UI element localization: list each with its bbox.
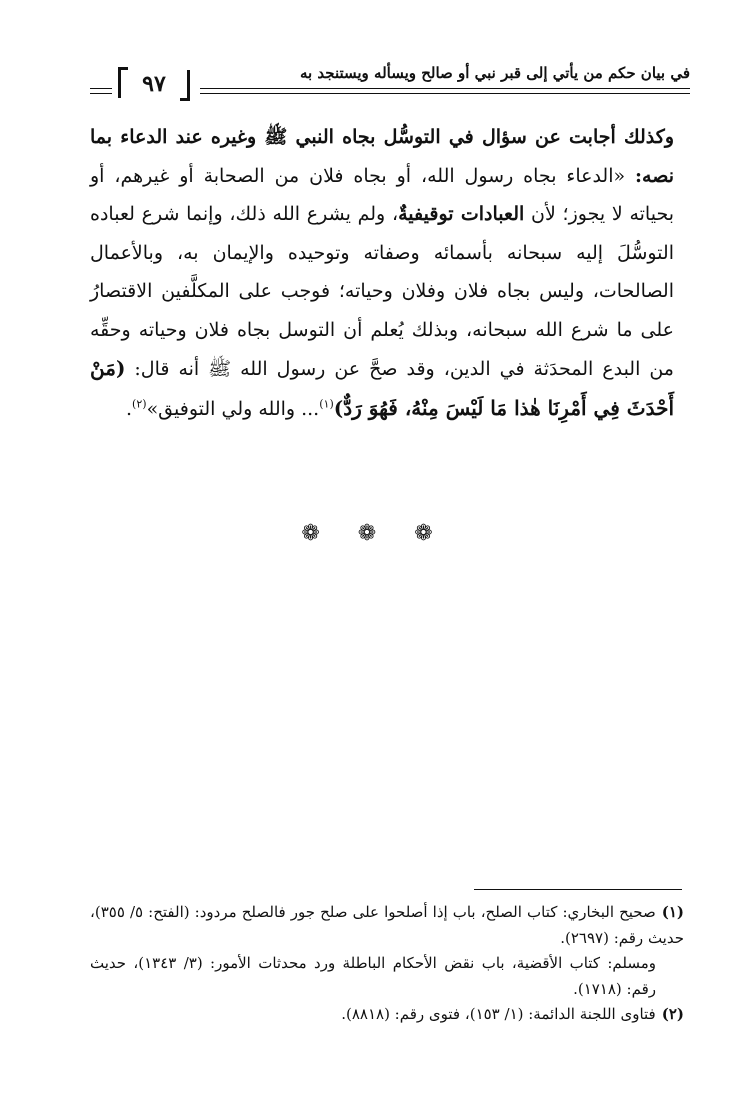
footnote-ref-1[interactable]: (١): [319, 397, 334, 411]
paragraph-text-a: «الدعاء بجاه رسول الله، أو بجاه فلان من الصحابة أو غيرهم، أو بحياته لا يجوز؛ لأن: [90, 164, 674, 225]
footnote-separator: [474, 889, 682, 890]
paragraph-end: .: [126, 397, 133, 420]
header-rule: [200, 88, 690, 94]
footnote-text: فتاوى اللجنة الدائمة: (١/ ١٥٣)، فتوى رقم: (٨٨١٨).: [341, 1005, 656, 1023]
emphasis: العبادات توقيفيةٌ: [398, 203, 525, 225]
footnote-text: صحيح البخاري: كتاب الصلح، باب إذا أصلحوا على صلح جور فالصلح مردود: (الفتح: ٥/ ٣٥٥)، حديث رقم: (٢٦٩٧).: [90, 903, 684, 947]
paragraph-text-c: ... والله ولي التوفيق»: [146, 397, 320, 420]
flower-ornament-icon: ❁: [301, 521, 342, 546]
footnote-2: [90, 1002, 684, 1028]
section-divider: [0, 521, 756, 546]
footnote-1-continued: [90, 951, 684, 1002]
page-number-frame: [118, 66, 192, 100]
paragraph: [90, 118, 674, 428]
header-title: في بيان حكم من يأتي إلى قبر نبي أو صالح ويسأله ويستنجد به: [299, 64, 690, 82]
page-number: ٩٧: [142, 71, 166, 97]
flower-ornament-icon: ❁: [357, 521, 399, 546]
header-rule-left: [90, 88, 112, 94]
footnote-ref-2[interactable]: (٢): [132, 397, 147, 411]
footnote-text: ومسلم: كتاب الأقضية، باب نقض الأحكام الباطلة ورد محدثات الأمور: (٣/ ١٣٤٣)، حديث رقم: (١٧١٨).: [90, 954, 656, 998]
footnote-1: [90, 900, 684, 951]
flower-ornament-icon: ❁: [414, 521, 455, 546]
hadith-quote: (مَنْ أَحْدَثَ فِي أَمْرِنَا هٰذا مَا لَيْسَ مِنْهُ، فَهُوَ رَدٌّ): [90, 356, 674, 420]
footnotes: [90, 900, 684, 1028]
main-text: [90, 118, 674, 428]
footnote-number: (١): [661, 903, 684, 921]
footnote-number: (٢): [661, 1005, 684, 1023]
running-header: [90, 60, 690, 104]
paragraph-text-b: ، ولم يشرع الله ذلك، وإنما شرع لعباده التوسُّلَ إليه سبحانه بأسمائه وصفاته وتوحيده والإيمان به، وبالأعمال الصالحات، وليس بجاه فلان وفلان وحياته؛ فوجب على المكلَّفين الاقتصارُ على ما شرع الله سبحانه، وبذلك يُعلم أن التوسل بجاه فلان وحياته وحقِّه من البدع المحدَثة في الدين، وقد صحَّ عن رسول الله ﷺ أنه قال:: [90, 203, 674, 380]
paragraph-lead: وكذلك أجابت عن سؤال في التوسُّل بجاه النبي ﷺ وغيره عند الدعاء بما نصه:: [90, 126, 674, 187]
